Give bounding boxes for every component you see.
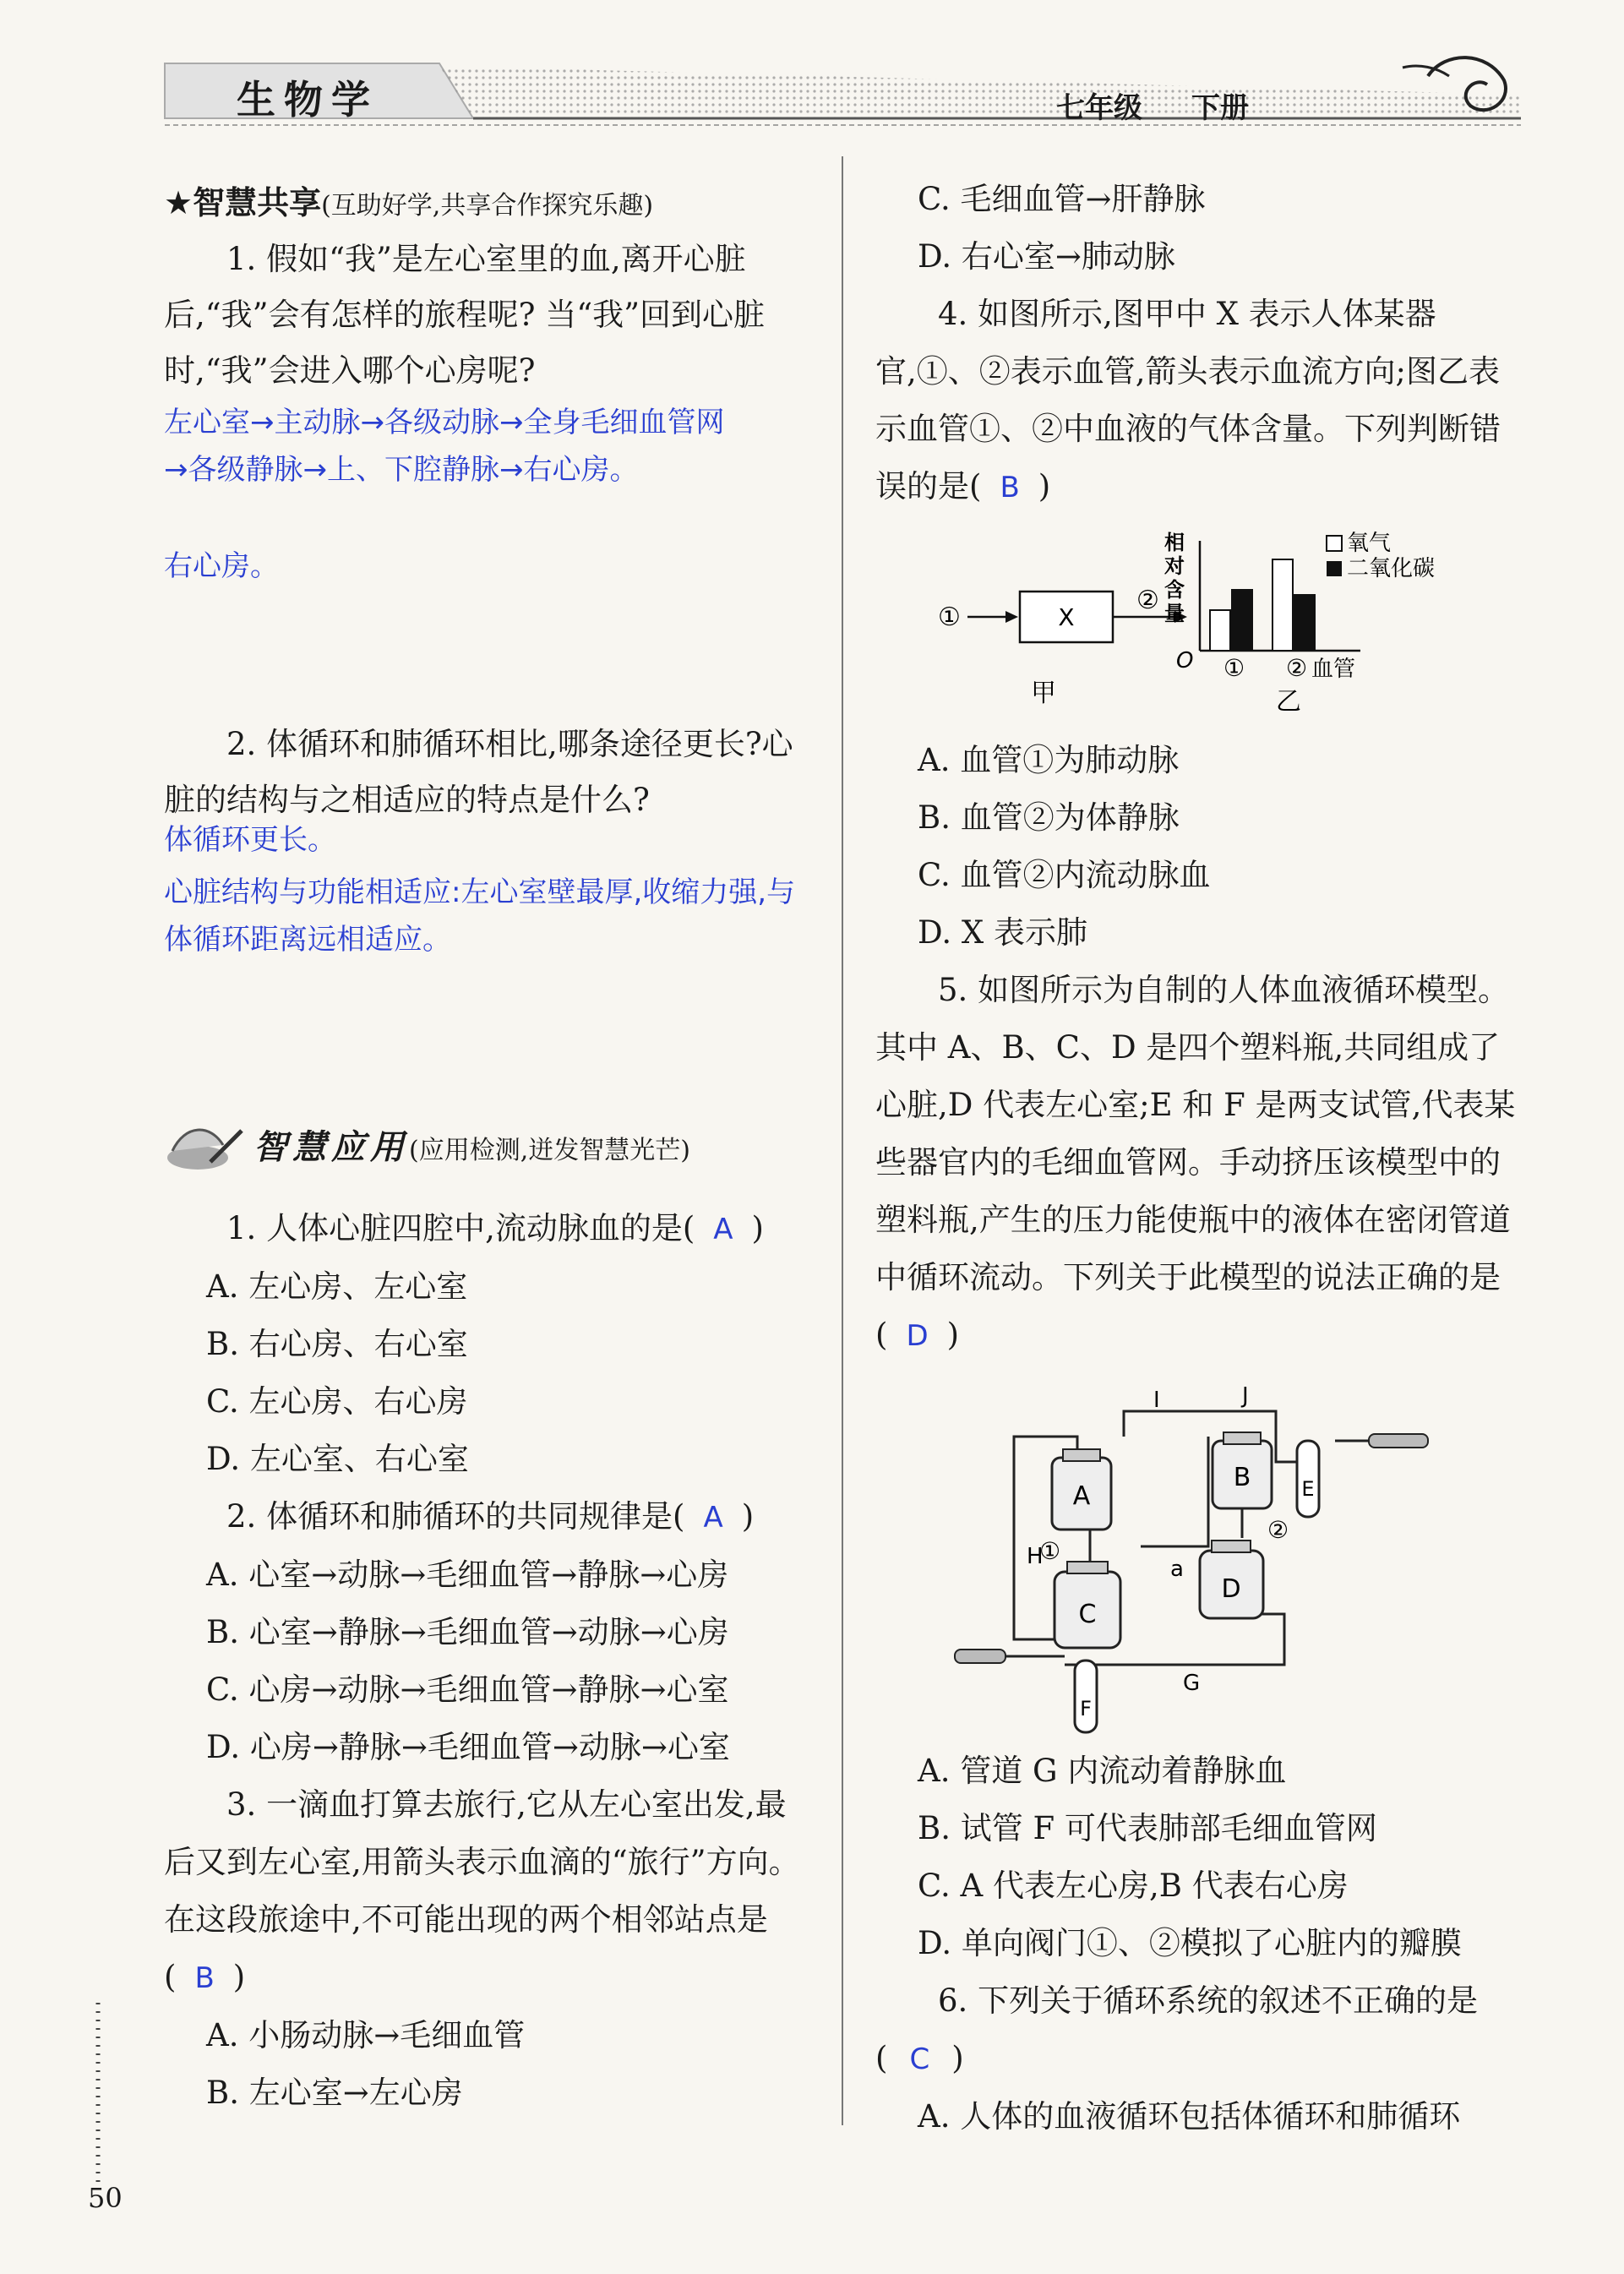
q3-option-c: C. 毛细血管→肝静脉 xyxy=(918,181,1206,217)
clamp-right xyxy=(1369,1434,1428,1448)
share-answer-1-line-3: 右心房。 xyxy=(164,549,279,583)
apply-heading xyxy=(253,1122,690,1180)
q6-answer: C xyxy=(909,2042,930,2076)
q1-answer: A xyxy=(713,1213,733,1246)
q1-stem: 1. 人体心脏四腔中,流动脉血的是( A ) xyxy=(226,1210,764,1246)
share-answer-1-line-1: 左心室→主动脉→各级动脉→全身毛细血管网 xyxy=(164,406,725,439)
q6-option-a: A. 人体的血液循环包括体循环和肺循环 xyxy=(918,2098,1461,2135)
figure-4 xyxy=(921,524,1512,727)
q3-stem: 3. 一滴血打算去旅行,它从左心室出发,最后又到左心室,用箭头表示血滴的“旅行”方向。在这段旅途中,不可能出现的两个相邻站点是( B ) xyxy=(164,1786,800,1995)
share-answer-1-line-2: →各级静脉→上、下腔静脉→右心房。 xyxy=(164,453,639,487)
q2-option-d: D. 心房→静脉→毛细血管→动脉→心室 xyxy=(206,1729,730,1765)
share-answer-2-line-1: 体循环更长。 xyxy=(164,823,336,857)
q2-option-c: C. 心房→动脉→毛细血管→静脉→心室 xyxy=(206,1671,729,1708)
q5-option-d: D. 单向阀门①、②模拟了心脏内的瓣膜 xyxy=(918,1925,1462,1961)
clamp-left xyxy=(955,1650,1005,1663)
bar-o2-vessel-2 xyxy=(1272,559,1293,651)
bar-co2-vessel-2 xyxy=(1294,595,1315,651)
tube-e-label: E xyxy=(1301,1477,1315,1501)
q6-stem: 6. 下列关于循环系统的叙述不正确的是 xyxy=(938,1982,1479,2019)
q1-option-b: B. 右心房、右心室 xyxy=(206,1326,468,1362)
yi-bars xyxy=(1210,559,1315,651)
q6-answer-line: ( C ) xyxy=(875,2040,964,2076)
apply-title: 智慧应用 xyxy=(253,1128,409,1167)
pipe-j-label: J xyxy=(1242,1383,1249,1409)
yi-ylabel-2: 对 xyxy=(1164,554,1185,578)
yi-ylabel-4: 量 xyxy=(1164,602,1185,625)
bottle-b xyxy=(1213,1432,1272,1508)
yi-ylabel-3: 含 xyxy=(1164,578,1185,602)
yi-x-label-2: ② xyxy=(1286,654,1308,682)
yi-origin: O xyxy=(1176,648,1194,673)
legend-o2-label: 氧气 xyxy=(1347,531,1392,556)
volume-label: 下册 xyxy=(1191,91,1249,125)
q2-option-a: A. 心室→动脉→毛细血管→静脉→心房 xyxy=(206,1557,729,1593)
bottle-b-label: B xyxy=(1233,1463,1251,1492)
legend-co2-swatch xyxy=(1327,561,1342,576)
figure-5 xyxy=(946,1369,1453,1741)
q4-option-c: C. 血管②内流动脉血 xyxy=(918,857,1211,893)
grade-label: 七年级 xyxy=(1056,91,1142,125)
pipe-g-label: G xyxy=(1183,1671,1201,1696)
yi-caption: 乙 xyxy=(1276,687,1301,717)
bottle-c xyxy=(1055,1562,1120,1648)
bar-co2-vessel-1 xyxy=(1232,590,1252,651)
bottle-a-label: A xyxy=(1072,1481,1091,1511)
legend-o2-swatch xyxy=(1327,536,1342,551)
column-divider xyxy=(842,156,843,2125)
subject-title: 生物学 xyxy=(237,77,379,123)
valve-2-label: ② xyxy=(1267,1516,1289,1544)
share-question-1: 1. 假如“我”是左心室里的血,离开心脏后,“我”会有怎样的旅程呢? 当“我”回到心脏时,“我”会进入哪个心房呢? xyxy=(164,241,766,389)
q5-option-c: C. A 代表左心房,B 代表右心房 xyxy=(918,1868,1349,1904)
q5-stem: 5. 如图所示为自制的人体血液循环模型。其中 A、B、C、D 是四个塑料瓶,共同组成了心脏,D 代表左心室;E 和 F 是两支试管,代表某些器官内的毛细血管网。手动挤压该模型中的塑料瓶,产生的压力能使瓶中的液体在密闭管道中循环流动。下列关于此模型的说法正确的是( D ) xyxy=(875,972,1516,1353)
bottle-a xyxy=(1052,1449,1111,1530)
figure-4-jia xyxy=(938,586,1187,708)
yi-x-unit: 血管 xyxy=(1311,657,1356,682)
q4-option-b: B. 血管②为体静脉 xyxy=(918,799,1180,836)
jia-caption: 甲 xyxy=(1031,679,1056,708)
q4-option-d: D. X 表示肺 xyxy=(918,914,1087,951)
questions-right-top xyxy=(875,171,1521,516)
q5-option-b: B. 试管 F 可代表肺部毛细血管网 xyxy=(918,1810,1377,1846)
share-question-2: 2. 体循环和肺循环相比,哪条途径更长?心脏的结构与之相适应的特点是什么? xyxy=(164,726,793,818)
legend-co2-label: 二氧化碳 xyxy=(1347,556,1436,581)
share-heading xyxy=(164,177,809,232)
share-subtitle: (互助好学,共享合作探究乐趣) xyxy=(321,191,654,221)
q4-answer: B xyxy=(1000,471,1020,504)
q3-option-a: A. 小肠动脉→毛细血管 xyxy=(206,2017,526,2053)
point-a-label: a xyxy=(1170,1557,1184,1582)
tube-e xyxy=(1297,1441,1319,1517)
tube-f xyxy=(1075,1661,1097,1732)
q4-option-a: A. 血管①为肺动脉 xyxy=(918,742,1180,778)
share-section xyxy=(164,177,809,963)
bottle-c-label: C xyxy=(1078,1600,1097,1629)
valve-1-label: ① xyxy=(1039,1537,1061,1565)
bottle-d xyxy=(1200,1541,1263,1618)
q1-option-c: C. 左心房、右心房 xyxy=(206,1383,468,1420)
tube-f-label: F xyxy=(1080,1697,1092,1720)
q2-stem: 2. 体循环和肺循环的共同规律是( A ) xyxy=(226,1498,755,1535)
questions-left xyxy=(164,1200,809,2122)
share-title: ★智慧共享 xyxy=(164,184,322,221)
jia-out-label: ② xyxy=(1136,586,1159,615)
bar-o2-vessel-1 xyxy=(1210,610,1230,651)
q3-option-d: D. 右心室→肺动脉 xyxy=(918,238,1175,275)
page-number: 50 xyxy=(88,2182,123,2214)
apply-subtitle: (应用检测,迸发智慧光芒) xyxy=(409,1136,690,1165)
questions-right-bottom xyxy=(875,1742,1521,2146)
jia-in-label: ① xyxy=(938,603,961,632)
figure-4-yi xyxy=(1164,531,1435,717)
yi-x-label-1: ① xyxy=(1223,654,1245,682)
pipe-h-label: H xyxy=(1027,1544,1044,1569)
q2-answer: A xyxy=(703,1501,723,1535)
q1-option-a: A. 左心房、左心室 xyxy=(206,1268,468,1305)
questions-right-mid xyxy=(875,732,1521,1365)
apply-section-icon xyxy=(164,1115,245,1175)
organ-x-label: X xyxy=(1058,603,1075,631)
footer-dots xyxy=(93,2003,103,2189)
pipe-i-label: I xyxy=(1153,1388,1160,1413)
q1-option-d: D. 左心室、右心室 xyxy=(206,1441,469,1477)
q4-stem: 4. 如图所示,图甲中 X 表示人体某器官,①、②表示血管,箭头表示血流方向;图乙表示血管①、②中血液的气体含量。下列判断错误的是( B ) xyxy=(875,296,1501,504)
yi-ylabel-1: 相 xyxy=(1164,531,1185,554)
share-answer-2-line-2: 心脏结构与功能相适应:左心室壁最厚,收缩力强,与体循环距离远相适应。 xyxy=(164,875,796,957)
q5-answer: D xyxy=(906,1319,929,1353)
bottle-d-label: D xyxy=(1221,1574,1241,1604)
q3-option-b: B. 左心室→左心房 xyxy=(206,2075,463,2111)
q3-answer: B xyxy=(194,1961,215,1995)
q5-option-a: A. 管道 G 内流动着静脉血 xyxy=(918,1753,1287,1789)
q2-option-b: B. 心室→静脉→毛细血管→动脉→心房 xyxy=(206,1614,729,1650)
